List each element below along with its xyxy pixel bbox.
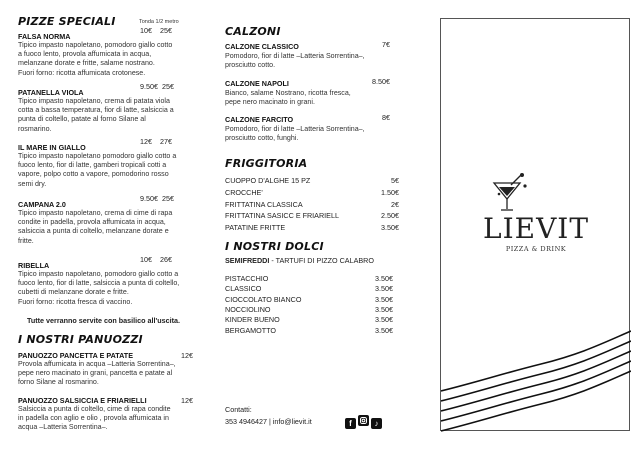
dolce-item-price: 3.50€: [375, 325, 393, 335]
pizza-desc-line: Tipico impasto napoletano, crema di cime di rapa: [18, 209, 173, 217]
pizze-note: Tutte verranno servite con basilico all'uscita.: [27, 316, 180, 325]
pizza-desc-line: fuoco lento, fior di latte, salsiccia a punta di coltello,: [18, 279, 180, 288]
dolce-item-name: NOCCIOLINO: [225, 304, 271, 314]
dolce-item-name: KINDER BUENO: [225, 315, 280, 325]
calzone-name: CALZONE CLASSICO: [225, 42, 299, 51]
calzone-desc-line: Pomodoro, fior di latte –Latteria Sorrentina–,: [225, 52, 365, 60]
friggitoria-item-price: 2.50€: [381, 211, 399, 221]
semifreddi-sub: - TARTUFI DI PIZZO CALABRO: [269, 256, 374, 265]
panuozzo-desc-line: in padella con aglio e olio , provola affumicata in: [18, 414, 169, 423]
panuozzo-name: PANUOZZO PANCETTA E PATATE: [18, 351, 133, 360]
friggitoria-item-name: PATATINE FRITTE: [225, 223, 286, 233]
dolce-item-price: 3.50€: [375, 284, 393, 294]
calzone-desc-line: prosciutto cotto, funghi.: [225, 134, 299, 143]
contacts-label: Contatti:: [225, 405, 252, 414]
cocktail-glass-icon: [494, 173, 527, 210]
semifreddi-label: SEMIFREDDI: [225, 256, 270, 265]
pizza-desc-line: semi dry.: [18, 179, 47, 188]
panuozzo-price: 12€: [181, 351, 193, 360]
pizza-prices: 12€ 27€: [140, 137, 172, 146]
facebook-icon[interactable]: f: [345, 418, 356, 429]
pizza-desc-line: salsiccia a punta di coltello, melanzane dorate e: [18, 227, 169, 236]
pizza-desc-line: rosmarino.: [18, 124, 52, 133]
panuozzi-title: I NOSTRI PANUOZZI: [18, 333, 143, 346]
brand-name: LIEVIT: [482, 212, 590, 245]
calzone-price: 8.50€: [372, 77, 390, 86]
panuozzo-desc-line: forno Silane al rosmarino.: [18, 378, 99, 387]
dolce-item-price: 3.50€: [375, 274, 393, 283]
pizza-desc-line: punta di coltello, patate al forno Silane al: [18, 115, 146, 124]
pizza-desc-line: Fuori forno: ricotta fresca di vaccino.: [18, 297, 133, 306]
pizza-desc-line: a fuoco lento, provola affumicata in acqua,: [18, 50, 152, 59]
calzone-name: CALZONE FARCITO: [225, 115, 294, 124]
decorative-waves: [441, 331, 631, 431]
pizza-desc-line: melanzane dorate e fritte, salame nostrano.: [18, 59, 155, 68]
calzone-desc-line: Bianco, salame Nostrano, ricotta fresca,: [225, 89, 351, 97]
panuozzo-price: 12€: [181, 396, 193, 405]
calzoni-title: CALZONI: [225, 25, 281, 38]
pizza-name: CAMPANA 2.0: [18, 200, 66, 209]
pizza-name: FALSA NORMA: [18, 32, 71, 41]
tiktok-icon[interactable]: ♪: [371, 418, 382, 429]
dolce-item-name: BERGAMOTTO: [225, 325, 276, 335]
pizza-desc-line: Tipico impasto napoletano, pomodoro giallo cotto a: [18, 270, 179, 278]
friggitoria-item-price: 3.50€: [381, 223, 399, 233]
pizza-desc-line: Fuori forno: ricotta affumicata crotonese.: [18, 68, 146, 77]
social-icons: [343, 413, 382, 431]
pizza-prices: 10€ 25€: [140, 26, 172, 35]
pizza-desc-line: Tipico impasto napoletano pomodoro giallo cotto a: [18, 152, 177, 160]
brand-tagline: PIZZA & DRINK: [505, 245, 567, 253]
pizza-desc-line: cubetti di melanzane dorate e fritte.: [18, 288, 129, 297]
friggitoria-item-price: 5€: [391, 176, 399, 185]
dolce-item-name: CIOCCOLATO BIANCO: [225, 294, 302, 304]
dolce-item-price: 3.50€: [375, 304, 393, 314]
calzone-price: 7€: [382, 40, 390, 49]
dolci-title: I NOSTRI DOLCI: [225, 240, 324, 253]
pizza-desc-line: cotta a bassa temperatura, fior di latte, salsiccia a: [18, 106, 174, 115]
friggitoria-item-name: CROCCHE': [225, 187, 263, 197]
pizza-prices: 9.50€ 25€: [140, 194, 174, 203]
pizza-prices: 9.50€ 25€: [140, 82, 174, 91]
pizza-desc-line: Tipico impasto napoletano, pomodoro giallo cotto: [18, 41, 173, 49]
dolce-item-name: PISTACCHIO: [225, 274, 269, 283]
contacts-line: 353 4946427 | info@lievit.it: [225, 417, 312, 426]
pizza-desc-line: condite in padella, provola affumicata in acqua,: [18, 218, 166, 227]
panuozzo-desc-line: pepe nero macinato in grani, pancetta e patate al: [18, 369, 173, 378]
calzone-desc-line: pepe nero macinato in grani.: [225, 98, 315, 107]
panuozzo-desc-line: Salsiccia a punta di coltello, cime di rapa condite: [18, 405, 171, 413]
pizza-desc-line: vapore, polpo cotto a vapore, pomodorino rosso: [18, 170, 169, 179]
panuozzo-desc-line: Provola affumicata in acqua –Latteria Sorrentina–,: [18, 360, 176, 368]
instagram-icon[interactable]: [358, 415, 369, 426]
tonda-note: Tonda 1/2 metro: [139, 19, 179, 25]
calzone-price: 8€: [382, 113, 390, 122]
dolce-item-price: 3.50€: [375, 315, 393, 325]
friggitoria-item-price: 1.50€: [381, 187, 399, 197]
friggitoria-item-price: 2€: [391, 199, 399, 209]
pizza-name: IL MARE IN GIALLO: [18, 143, 86, 152]
calzone-name: CALZONE NAPOLI: [225, 79, 289, 88]
friggitoria-item-name: CUOPPO D'ALGHE 15 PZ: [225, 176, 311, 185]
friggitoria-item-name: FRITTATINA SASICC E FRIARIELL: [225, 211, 339, 221]
calzone-desc-line: Pomodoro, fior di latte –Latteria Sorrentina–,: [225, 125, 365, 133]
friggitoria-title: FRIGGITORIA: [225, 157, 308, 170]
friggitoria-item-name: FRITTATINA CLASSICA: [225, 199, 303, 209]
brand-panel: [440, 18, 630, 431]
semifreddi-line: [225, 256, 374, 265]
panuozzo-name: PANUOZZO SALSICCIA E FRIARIELLI: [18, 396, 147, 405]
dolce-item-name: CLASSICO: [225, 284, 262, 294]
pizza-name: RIBELLA: [18, 261, 50, 270]
dolce-item-price: 3.50€: [375, 294, 393, 304]
calzone-desc-line: prosciutto cotto.: [225, 61, 276, 70]
pizza-desc-line: Tipico impasto napoletano, crema di patata viola: [18, 97, 170, 105]
pizze-title: PIZZE SPECIALI: [18, 15, 116, 28]
panuozzo-desc-line: acqua –Latteria Sorrentina–.: [18, 423, 108, 432]
pizza-desc-line: fuoco lento, fior di latte, gamberi tropicali cotti a: [18, 161, 167, 170]
pizza-desc-line: fritte.: [18, 236, 34, 245]
pizza-name: PATANELLA VIOLA: [18, 88, 84, 97]
pizza-prices: 10€ 26€: [140, 255, 172, 264]
